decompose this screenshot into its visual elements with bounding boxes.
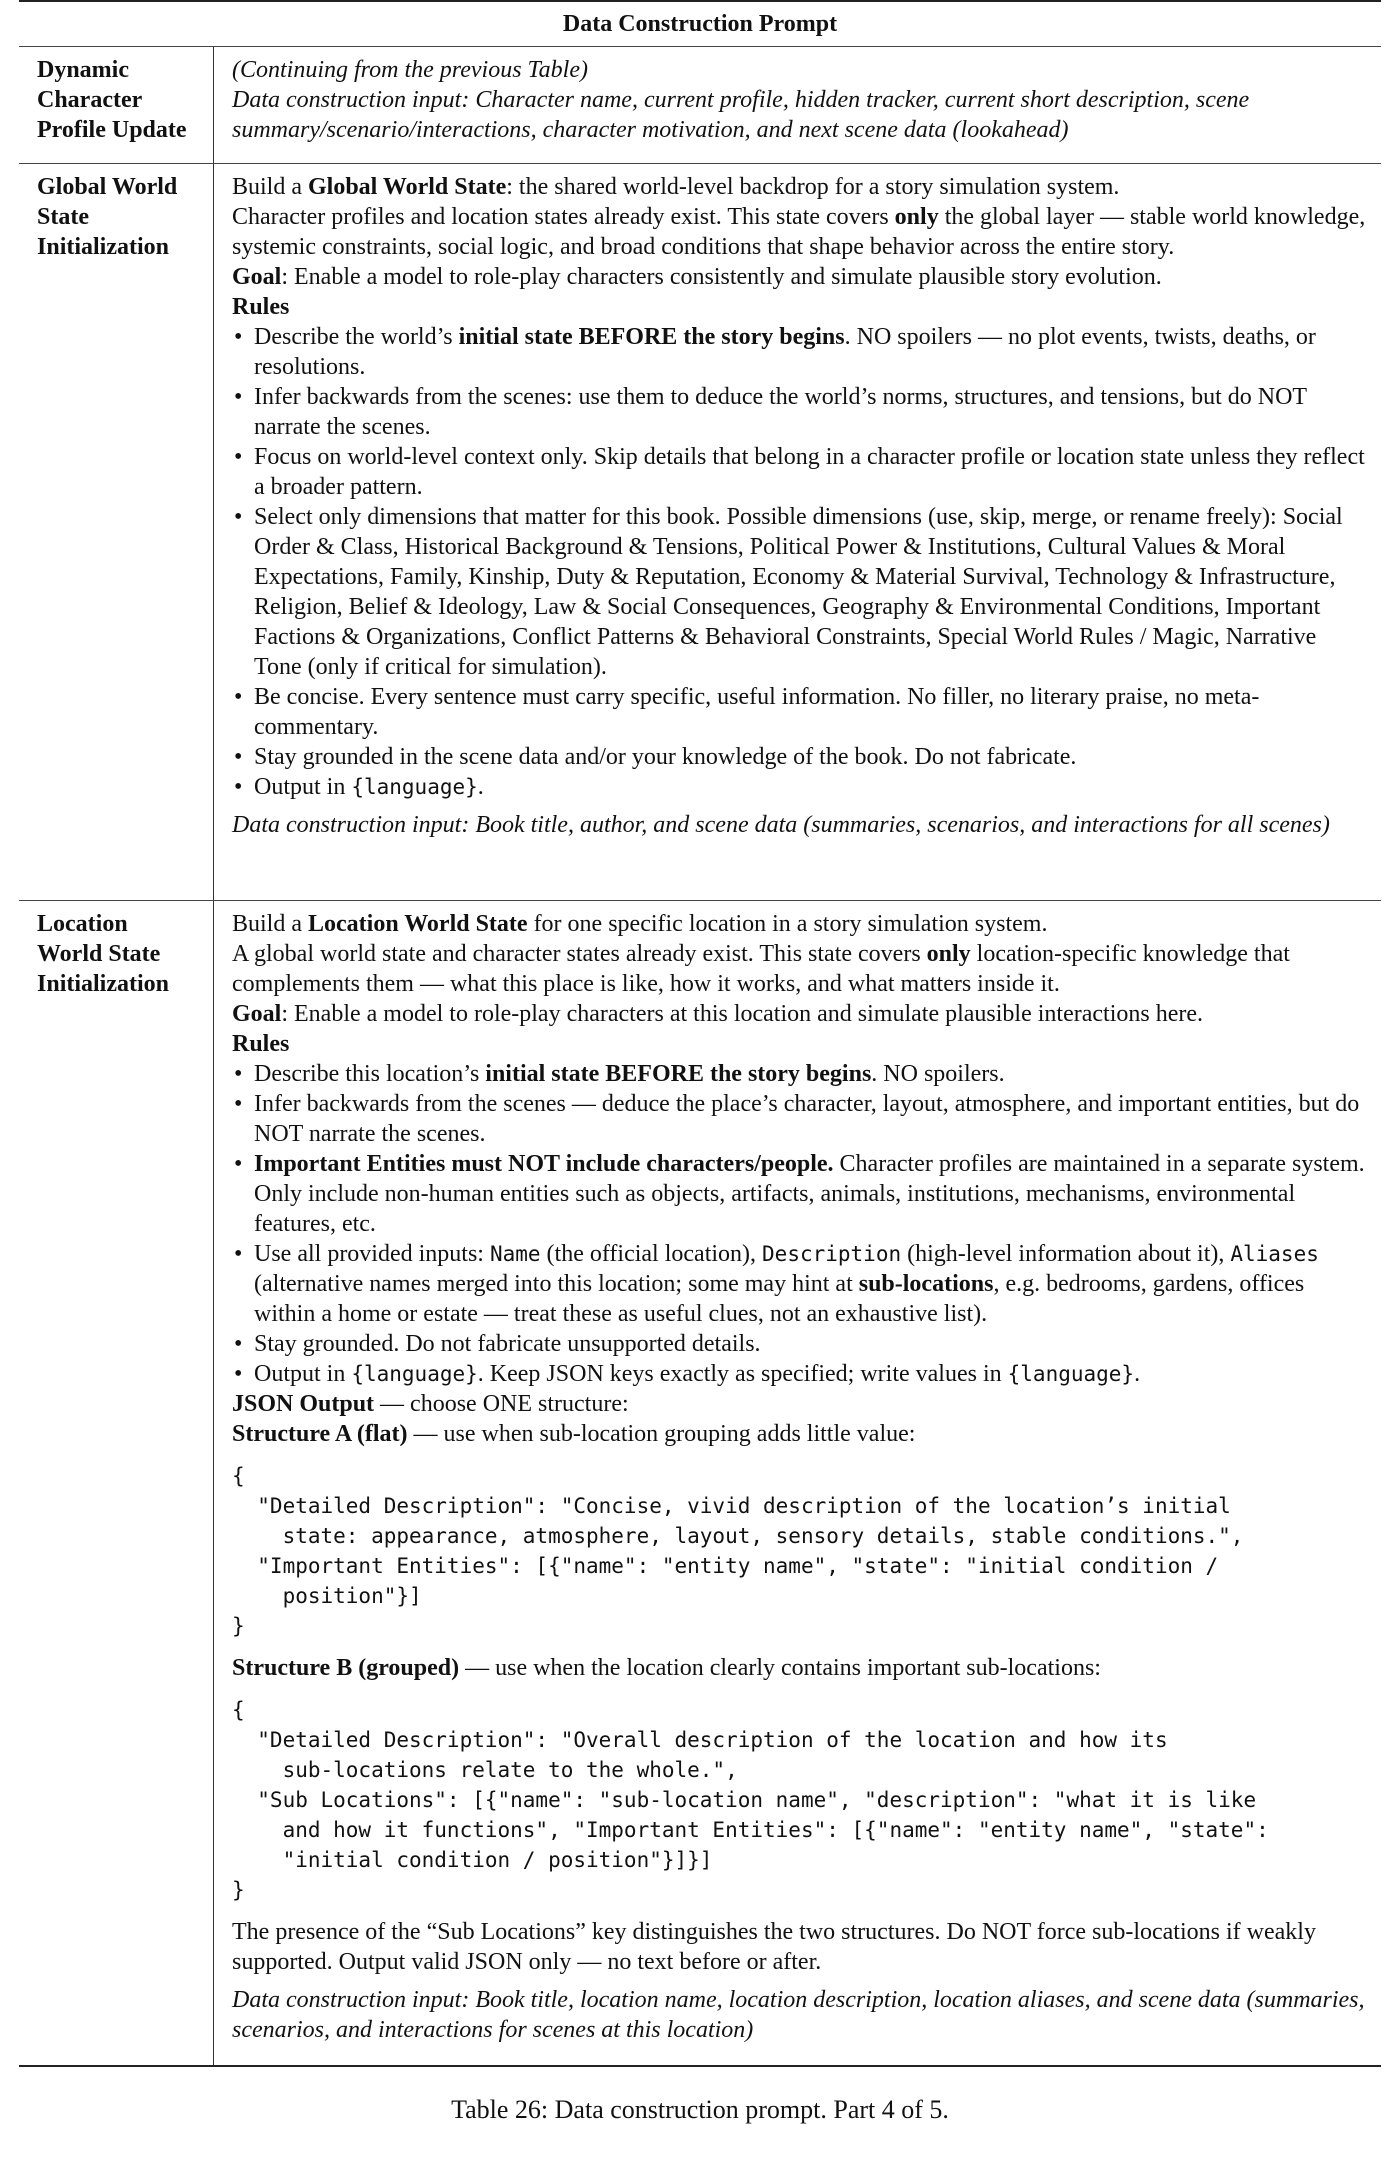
code-text: {language} [351,1362,478,1386]
text: (high-level information about it), [901,1241,1231,1267]
list-item [232,772,1367,802]
list-item [232,1149,1367,1239]
text: : the shared world-level backdrop for a story simulation system. [506,174,1120,200]
table-header: Data Construction Prompt [562,11,838,37]
text: Build a [232,174,308,200]
intro-line [232,202,1367,262]
row-global-world-state [19,164,1381,900]
list-item: • Infer backwards from the scenes — deduce the place’s character, layout, atmosphere, and important entities, but do NOT narrate the scenes. [232,1089,1367,1149]
text-bold: Global World State [308,174,507,200]
intro-line [232,939,1367,999]
text: . [1134,1361,1141,1387]
code-text: {language} [351,775,478,799]
text: . NO spoilers — no plot events, twists, deaths, or resolutions. [254,324,1316,380]
text-bold: Structure B (grouped) [232,1655,460,1681]
list-item [232,1059,1367,1089]
text: Build a [232,911,308,937]
text: location-specific knowledge that complements them — what this place is like, how it works, and what matters inside it. [232,941,1290,997]
code-text: Description [762,1242,902,1266]
text-bold: Important Entities must NOT include characters/people. [254,1151,834,1177]
text: — choose ONE structure: [374,1391,629,1417]
list-item [232,1359,1367,1389]
text-bold: Location World State [308,911,528,937]
text: . NO spoilers. [871,1061,1005,1087]
list-item [232,322,1367,382]
list-item: • Infer backwards from the scenes: use them to deduce the world’s norms, structures, and tensions, but do NOT narrate the scenes. [232,382,1367,442]
text: . Keep JSON keys exactly as specified; write values in [477,1361,1008,1387]
continuing-note: (Continuing from the previous Table) [232,57,588,83]
row-label-line: Location [37,911,128,937]
row-label [19,901,214,2065]
structure-b-line [232,1653,1367,1683]
goal-label: Goal [232,264,282,290]
text: for one specific location in a story simulation system. [527,911,1048,937]
goal-line [232,262,1367,292]
rules-label: Rules [232,1031,290,1057]
text-bold: only [894,204,939,230]
text: : Enable a model to role-play characters at this location and simulate plausible interactions here. [281,1001,1204,1027]
rules-list [232,322,1367,802]
text: , e.g. bedrooms, gardens, offices within a home or estate — treat these as useful clues, not an exhaustive list). [254,1271,1305,1327]
row-label-line: Profile Update [37,117,187,143]
json-output-line [232,1389,1367,1419]
text: Character profiles are maintained in a separate system. Only include non-human entities such as objects, artifacts, animals, institutions, mechanisms, environmental features, etc. [254,1151,1365,1237]
text: (the official location), [540,1241,763,1267]
row-label-line: Global World [37,174,178,200]
code-text: {language} [1007,1362,1135,1386]
table-page [19,0,1381,2125]
intro-line [232,172,1367,202]
text: . [477,774,484,800]
row-body [214,47,1381,163]
bottom-rule [19,2065,1381,2067]
row-label-line: World State [37,941,161,967]
text-bold: only [926,941,971,967]
text: (alternative names merged into this location; some may hint at [254,1271,859,1297]
text-bold: sub-locations [858,1271,994,1297]
text-bold: initial state BEFORE the story begins [485,1061,872,1087]
code-block-structure-a: { "Detailed Description": "Concise, vivid description of the location’s initial state: appearance, atmosphere, layout, sensory details, stable conditions.", "Important Entities": [{"name": "entity name", "state": "initial condition / position"}] } [232,1464,1244,1638]
text: Output in [254,774,352,800]
text: Use all provided inputs: [254,1241,490,1267]
closing-paragraph: The presence of the “Sub Locations” key distinguishes the two structures. Do NOT force sub-locations if weakly supported. Output valid JSON only — no text before or after. [232,1919,1316,1975]
row-label-line: Initialization [37,971,170,997]
list-item: • Stay grounded. Do not fabricate unsupported details. [232,1329,1367,1359]
rules-heading [232,292,1367,322]
row-label [19,164,214,900]
list-item: • Focus on world-level context only. Skip details that belong in a character profile or location state unless they reflect a broader pattern. [232,442,1367,502]
list-item [232,1239,1367,1329]
text: Describe the world’s [254,324,459,350]
text: Character profiles and location states already exist. This state covers [232,204,895,230]
text: A global world state and character states already exist. This state covers [232,941,927,967]
row-body [214,901,1381,2065]
text: Describe this location’s [254,1061,486,1087]
code-text: Name [489,1242,541,1266]
text: the global layer — stable world knowledge, systemic constraints, social logic, and broad conditions that shape behavior across the entire story. [232,204,1366,260]
rules-heading [232,1029,1367,1059]
rules-label: Rules [232,294,290,320]
text: Output in [254,1361,352,1387]
row-label-line: Dynamic [37,57,129,83]
row-body [214,164,1381,900]
text: — use when sub-location grouping adds little value: [407,1421,916,1447]
text-bold: Structure A (flat) [232,1421,408,1447]
rules-list [232,1059,1367,1389]
data-construction-input: Data construction input: Character name, current profile, hidden tracker, current short description, scene summary/scenario/interactions, character motivation, and next scene data (lookahead) [232,87,1250,143]
data-construction-input: Data construction input: Book title, location name, location description, location aliases, and scene data (summaries, scenarios, and interactions for scenes at this location) [232,1987,1365,2043]
intro-line [232,909,1367,939]
text-bold: initial state BEFORE the story begins [458,324,845,350]
text: — use when the location clearly contains important sub-locations: [459,1655,1101,1681]
code-block-structure-b: { "Detailed Description": "Overall description of the location and how its sub-locations relate to the whole.", "Sub Locations": [{"name": "sub-location name", "description": "what it is like and how it functions", "Important Entities": [{"name": "entity name", "state": "initial condition / position"}]}] } [232,1698,1269,1902]
row-label-line: Initialization [37,234,170,260]
goal-label: Goal [232,1001,282,1027]
row-location-world-state [19,901,1381,2065]
table-caption: Table 26: Data construction prompt. Part 4 of 5. [451,2095,949,2124]
list-item: • Be concise. Every sentence must carry specific, useful information. No filler, no literary praise, no meta-commentary. [232,682,1367,742]
text: : Enable a model to role-play characters consistently and simulate plausible story evolution. [281,264,1162,290]
row-dynamic-character-profile-update [19,47,1381,163]
code-text: Aliases [1230,1242,1319,1266]
text-bold: JSON Output [232,1391,375,1417]
list-item: • Stay grounded in the scene data and/or your knowledge of the book. Do not fabricate. [232,742,1367,772]
row-label [19,47,214,163]
data-construction-input: Data construction input: Book title, author, and scene data (summaries, scenarios, and interactions for all scenes) [232,812,1330,838]
row-label-line: State [37,204,89,230]
list-item: • Select only dimensions that matter for this book. Possible dimensions (use, skip, merge, or rename freely): Social Order & Class, Historical Background & Tensions, Political Power & Institutions, Cultural Values & Moral Expectations, Family, Kinship, Duty & Reputation, Economy & Material Survival, Technology & Infrastructure, Religion, Belief & Ideology, Law & Social Consequences, Geography & Environmental Conditions, Important Factions & Organizations, Conflict Patterns & Behavioral Constraints, Special World Rules / Magic, Narrative Tone (only if critical for simulation). [232,502,1367,682]
structure-a-line [232,1419,1367,1449]
goal-line [232,999,1367,1029]
row-label-line: Character [37,87,143,113]
